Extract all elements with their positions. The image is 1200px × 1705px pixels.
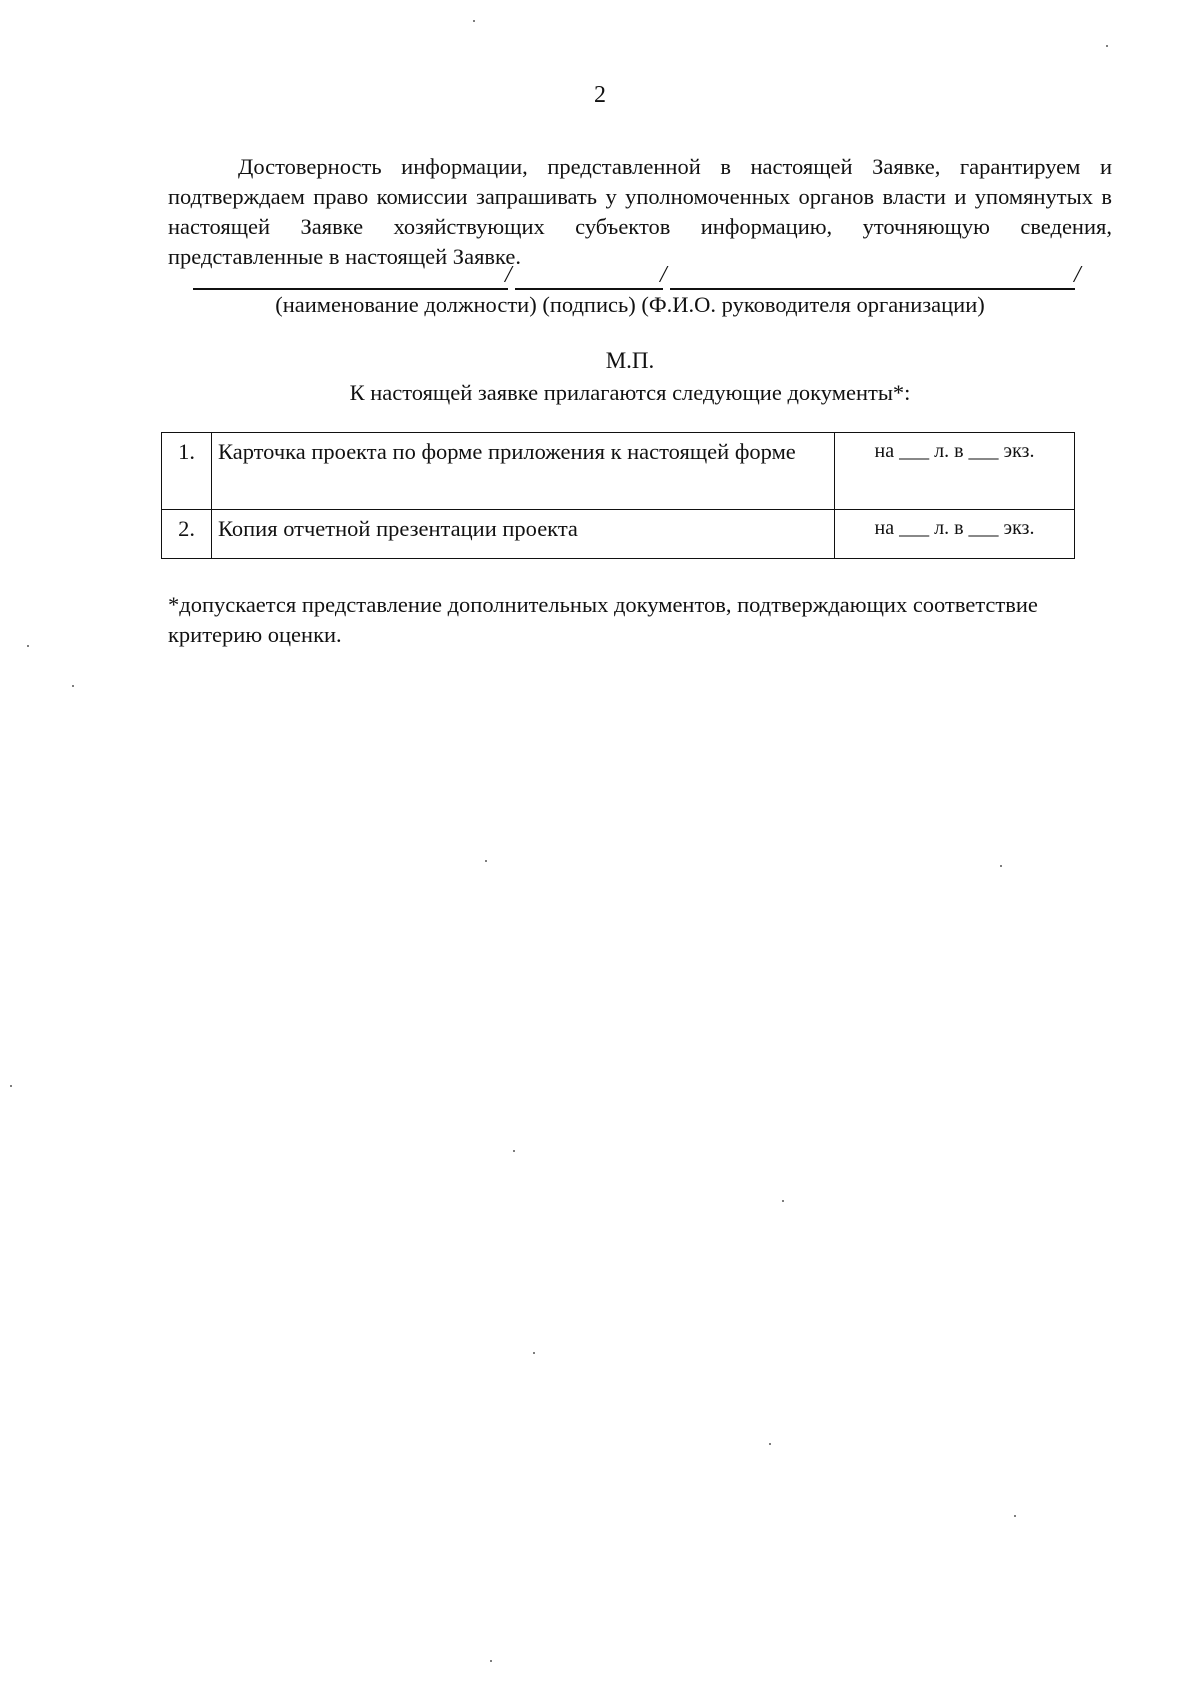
- scan-speck: [513, 1150, 515, 1152]
- documents-table: [161, 432, 1075, 559]
- document-title: Карточка проекта по форме приложения к настоящей форме: [212, 433, 835, 510]
- document-quantity: на ___ л. в ___ экз.: [835, 433, 1075, 510]
- document-quantity: на ___ л. в ___ экз.: [835, 510, 1075, 559]
- scan-speck: [27, 645, 29, 647]
- stamp-label: М.П.: [605, 348, 655, 373]
- signature-signature-line: [515, 288, 663, 290]
- signature-caption: (наименование должности) (подпись) (Ф.И.О. руководителя организации): [275, 292, 985, 317]
- signature-separator-1: /: [505, 262, 512, 288]
- footnote: *допускается представление дополнительных документов, подтверждающих соответствие критерию оценки.: [168, 592, 1038, 647]
- scan-speck: [782, 1200, 784, 1202]
- document-title: Копия отчетной презентации проекта: [212, 510, 835, 559]
- page-number: 2: [594, 82, 606, 108]
- scan-speck: [72, 685, 74, 687]
- scan-speck: [1014, 1515, 1016, 1517]
- scan-speck: [769, 1443, 771, 1445]
- body-paragraph-text: Достоверность информации, представленной в настоящей Заявке, гарантируем и подтверждаем право комиссии запрашивать у уполномоченных органов власти и упомянутых в настоящей Заявке хозяйствующих субъектов информацию, уточняющую сведения, представленные в настоящей Заявке.: [168, 154, 1112, 269]
- signature-separator-3: /: [1074, 262, 1081, 288]
- table-row: [162, 510, 1075, 559]
- scan-speck: [1106, 45, 1108, 47]
- documents-intro: К настоящей заявке прилагаются следующие документы*:: [349, 380, 911, 405]
- scan-speck: [490, 1660, 492, 1662]
- fio-signature-line: [670, 288, 1075, 290]
- scan-speck: [1000, 865, 1002, 867]
- scan-speck: [485, 860, 487, 862]
- document-number: 2.: [162, 510, 212, 559]
- scan-speck: [533, 1352, 535, 1354]
- scan-speck: [473, 20, 475, 22]
- document-number: 1.: [162, 433, 212, 510]
- table-row: [162, 433, 1075, 510]
- scan-speck: [10, 1085, 12, 1087]
- body-paragraph: [168, 152, 1112, 272]
- position-signature-line: [193, 288, 508, 290]
- signature-separator-2: /: [660, 262, 667, 288]
